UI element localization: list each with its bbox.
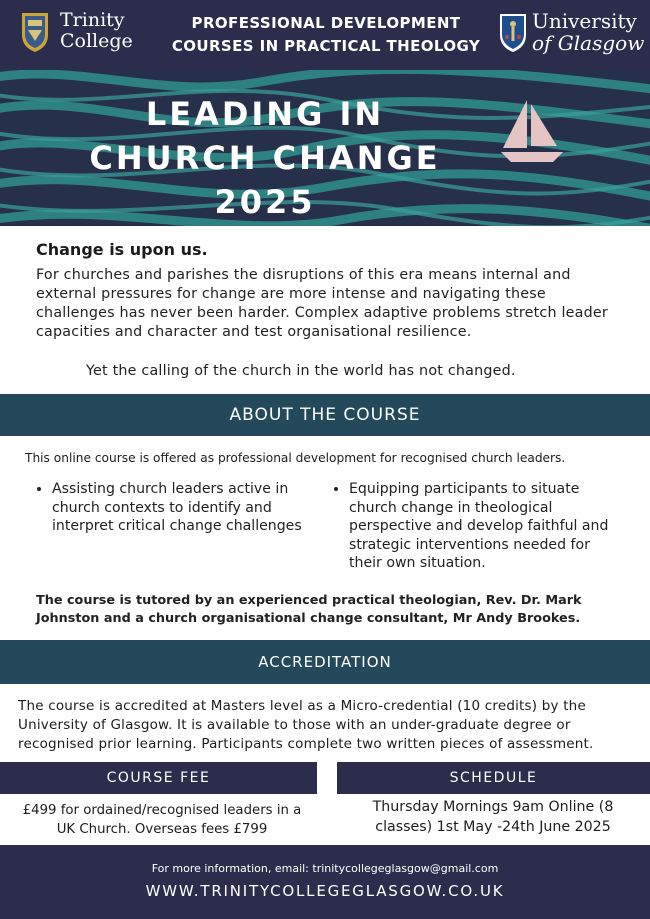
schedule-text: Thursday Mornings 9am Online (8 classes) 1st May -24th June 2025 — [372, 799, 614, 835]
sailboat-icon — [497, 96, 569, 168]
course-title-line1: LEADING IN — [145, 95, 385, 133]
course-title — [70, 92, 460, 224]
intro-paragraph: For churches and parishes the disruptions of this era means internal and external pressures for change are more intense and navigating these challenges has never been harder. Complex adaptive problems stretch leader capacities and character and test organisational resilience. — [36, 267, 608, 340]
list-item: • Assisting church leaders active in church contexts to identify and interpret critical change challenges — [52, 480, 332, 536]
header — [0, 0, 650, 70]
accreditation-text: The course is accredited at Masters level as a Micro-credential (10 credits) by the University of Glasgow. It is available to those with an under-graduate degree or recognised prior learning. Participants complete two written pieces of assessment. — [18, 698, 594, 752]
trinity-college-line2: College — [60, 30, 133, 52]
course-fee-heading: COURSE FEE — [0, 762, 317, 794]
university-of-glasgow-wordmark — [532, 10, 644, 54]
about-intro: This online course is offered as professional development for recognised church leaders. — [25, 451, 566, 465]
university-line1: University — [532, 9, 637, 33]
header-title-line1: PROFESSIONAL DEVELOPMENT — [191, 14, 461, 32]
university-of-glasgow-crest-icon — [499, 13, 527, 53]
tutor-text: The course is tutored by an experienced practical theologian, Rev. Dr. Mark Johnston and a church organisational change consultant, Mr Andy Brookes. — [36, 593, 582, 626]
footer — [0, 845, 650, 919]
website-link[interactable]: WWW.TRINITYCOLLEGEGLASGOW.CO.UK — [145, 882, 505, 900]
course-fee-text: £499 for ordained/recognised leaders in a UK Church. Overseas fees £799 — [22, 803, 302, 837]
intro-heading: Change is upon us. — [36, 240, 208, 259]
about-heading: ABOUT THE COURSE — [0, 394, 650, 436]
footer-contact: For more information, email: trinitycollegeglasgow@gmail.com — [151, 862, 499, 875]
schedule-heading: SCHEDULE — [337, 762, 650, 794]
intro-closing: Yet the calling of the church in the world has not changed. — [86, 363, 516, 379]
about-bullets-left — [34, 480, 332, 536]
course-title-line3: 2025 — [214, 183, 316, 221]
course-title-line2: CHURCH CHANGE — [89, 139, 441, 177]
title-banner — [0, 70, 650, 226]
trinity-college-wordmark — [60, 10, 133, 52]
header-title-line2: COURSES IN PRACTICAL THEOLOGY — [171, 37, 481, 55]
trinity-college-line1: Trinity — [60, 9, 125, 31]
header-title — [148, 12, 504, 58]
about-bullets-right — [331, 480, 619, 573]
list-item: • Equipping participants to situate church change in theological perspective and develop faithful and strategic interventions needed for their own situation. — [349, 480, 619, 573]
trinity-college-crest-icon — [20, 11, 50, 53]
university-line2: of Glasgow — [532, 31, 645, 55]
accreditation-heading: ACCREDITATION — [0, 640, 650, 684]
